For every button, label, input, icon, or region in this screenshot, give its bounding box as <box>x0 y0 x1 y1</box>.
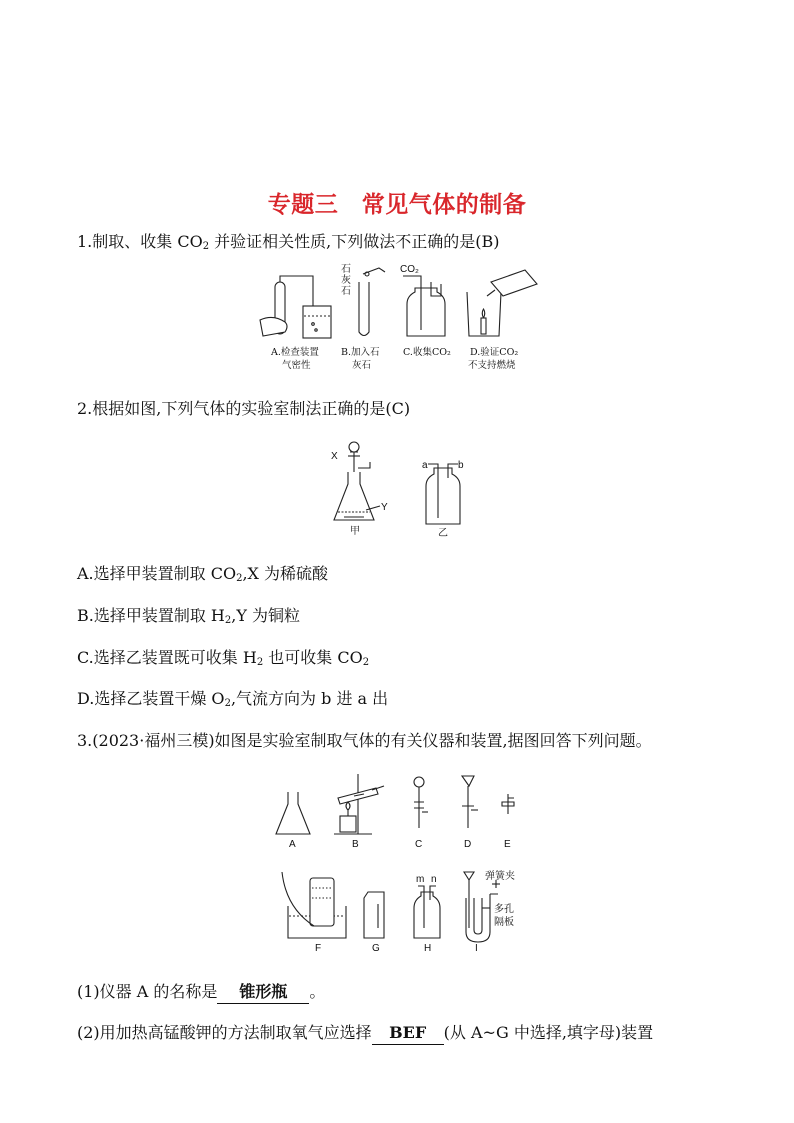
q3-sub2 <box>77 1022 653 1045</box>
q2-stem: 2.根据如图,下列气体的实验室制法正确的是(C) <box>77 399 411 418</box>
q3-label-n: n <box>431 874 437 885</box>
q3-sub2-text: (2)用加热高锰酸钾的方法制取氧气应选择 <box>77 1023 372 1042</box>
q3-apparatus-c <box>414 777 428 828</box>
q1-caption-d1: D.验证CO₂ <box>470 347 519 358</box>
q3-label-porous1: 多孔 <box>494 904 514 915</box>
q1-stem-text-end: 并验证相关性质,下列做法不正确的是(B) <box>209 232 500 251</box>
q3-label-e: E <box>504 839 511 850</box>
page-title: 专题三 常见气体的制备 <box>267 192 527 218</box>
q2-label-x: X <box>331 451 338 462</box>
q2-option-d <box>77 688 388 715</box>
q3-figure <box>268 768 530 956</box>
q2-option-d-text: D.选择乙装置干燥 O <box>77 689 225 708</box>
q1-stem-text: 1.制取、收集 CO <box>77 232 203 251</box>
q2-figure <box>328 438 476 538</box>
q2-label-jia: 甲 <box>350 526 360 537</box>
q2-option-d-text-end: ,气流方向为 b 进 a 出 <box>230 689 389 708</box>
q3-apparatus-f <box>282 872 346 938</box>
q2-option-c-text: C.选择乙装置既可收集 H <box>77 648 257 667</box>
q1-caption-c1: C.收集CO₂ <box>403 347 451 358</box>
q3-label-b: B <box>352 839 359 850</box>
q3-apparatus-g <box>364 892 384 938</box>
q3-apparatus-b <box>334 774 384 834</box>
q1-label-co2: CO₂ <box>400 264 419 275</box>
q3-label-i: I <box>475 943 478 954</box>
q1-label-stone2: 灰 <box>341 275 351 286</box>
q3-label-f: F <box>315 943 322 954</box>
q2-option-b-sub: 2 <box>224 615 232 626</box>
q1-label-stone1: 石 <box>341 264 351 275</box>
q1-caption-d2: 不支持燃烧 <box>468 360 516 371</box>
q1-stem-sub: 2 <box>202 241 210 252</box>
q3-stem: 3.(2023·福州三模)如图是实验室制取气体的有关仪器和装置,据图回答下列问题。 <box>77 731 652 750</box>
q3-sub1-text: (1)仪器 A 的名称是 <box>77 982 218 1001</box>
q2-option-a-text: A.选择甲装置制取 CO <box>77 564 237 583</box>
q1-figure <box>255 262 545 374</box>
q1-caption-b1: B.加入石 <box>341 347 380 358</box>
q3-label-h: H <box>424 943 432 954</box>
q3-label-porous2: 隔板 <box>494 917 514 928</box>
q3-sub1 <box>77 981 325 1004</box>
q2-option-a <box>77 563 328 590</box>
q2-option-b-text-end: ,Y 为铜粒 <box>231 606 301 625</box>
q1-caption-a1: A.检查装置 <box>271 347 319 358</box>
q2-label-yi: 乙 <box>438 528 448 538</box>
q3-apparatus-e <box>502 794 514 814</box>
q2-apparatus-yi <box>426 464 460 524</box>
q2-option-c-sub2: 2 <box>362 657 370 668</box>
q1-apparatus-b <box>359 268 385 336</box>
q3-label-m: m <box>416 874 425 885</box>
q2-option-b <box>77 605 300 632</box>
q3-sub2-text-end: (从 A~G 中选择,填字母)装置 <box>443 1023 654 1042</box>
q3-label-g: G <box>372 943 380 954</box>
q1-apparatus-a <box>260 276 331 338</box>
q2-label-a: a <box>422 460 428 471</box>
q3-apparatus-d <box>462 776 478 828</box>
q2-apparatus-jia <box>334 442 380 520</box>
q2-label-b: b <box>458 460 464 471</box>
q3-sub1-text-end: 。 <box>309 982 326 1001</box>
q2-option-a-text-end: ,X 为稀硫酸 <box>242 564 329 583</box>
q1-caption-a2: 气密性 <box>282 360 311 371</box>
q3-sub1-answer: 锥形瓶 <box>217 981 309 1004</box>
q3-label-spring-clip: 弹簧夹 <box>485 871 515 882</box>
q2-option-c-sub: 2 <box>256 657 264 668</box>
q2-option-b-text: B.选择甲装置制取 H <box>77 606 225 625</box>
q1-apparatus-c <box>403 276 445 336</box>
q3-apparatus-h <box>414 886 440 938</box>
q2-option-a-sub: 2 <box>236 573 243 584</box>
q2-option-c <box>77 647 369 674</box>
q1-stem <box>77 231 500 258</box>
q1-apparatus-d <box>467 270 537 336</box>
q3-sub2-answer: BEF <box>372 1022 444 1045</box>
q3-label-c: C <box>415 839 423 850</box>
q2-option-c-text-mid: 也可收集 CO <box>263 648 363 667</box>
q3-label-d: D <box>464 839 472 850</box>
q3-apparatus-a <box>276 792 310 834</box>
q1-caption-b2: 灰石 <box>352 360 372 371</box>
q2-label-y: Y <box>381 502 388 513</box>
q1-label-stone3: 石 <box>341 286 351 297</box>
q2-option-d-sub: 2 <box>224 698 231 709</box>
q3-label-a: A <box>289 839 296 850</box>
